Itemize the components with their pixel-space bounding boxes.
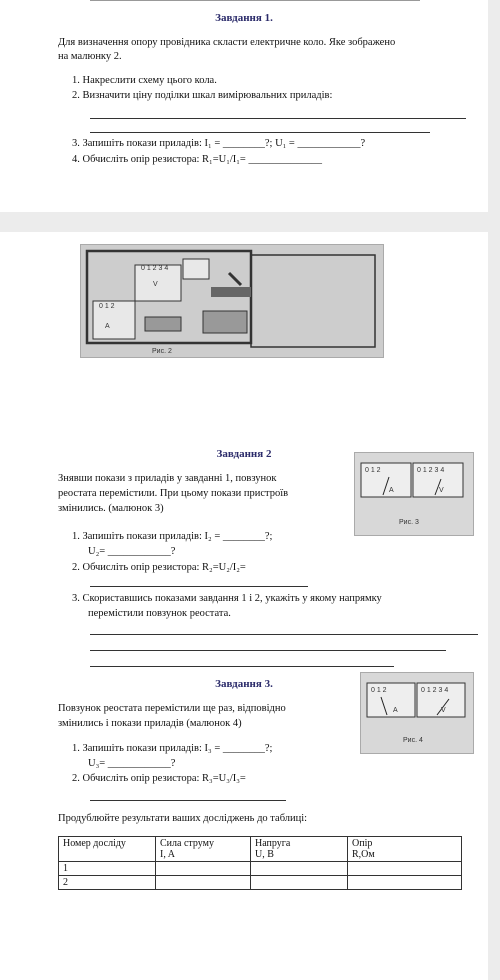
task3-intro-1: Повзунок реостата перемістили ще раз, відповідно (58, 703, 286, 714)
results-table (58, 836, 462, 890)
answer-line (90, 132, 430, 133)
table-cell[interactable] (251, 876, 348, 890)
header-cell: Номер досліду (59, 837, 156, 862)
task3-item-1a: 1. Запишіть покази приладів: I₃ = ________?; (72, 743, 273, 754)
table-cell[interactable] (348, 862, 462, 876)
task2-intro-3: змінились. (малюнок 3) (58, 503, 164, 514)
task1-intro-2: на малюнку 2. (58, 51, 122, 62)
answer-line (90, 634, 478, 635)
ammeter-letter: A (389, 487, 394, 494)
task2-item-1b: U₂= ____________? (88, 546, 176, 557)
ammeter-scale: 0 1 2 (371, 687, 387, 694)
task2-intro-1: Знявши покази з приладів у завданні 1, повзунок (58, 473, 277, 484)
ammeter-letter: A (393, 707, 398, 714)
voltmeter-letter: V (153, 281, 158, 288)
task3-item-2: 2. Обчисліть опір резистора: R₃=U₃/I₃= (72, 773, 246, 784)
voltmeter-scale: 0 1 2 3 4 (141, 265, 169, 272)
ammeter-scale: 0 1 2 (365, 467, 381, 474)
table-row (59, 862, 462, 876)
answer-line (90, 118, 466, 119)
table-header-row (59, 837, 462, 862)
task1-item-2: 2. Визначити ціну поділки шкал вимірювальних приладів: (72, 90, 333, 101)
header-cell: Сила струму I, A (156, 837, 251, 862)
answer-line (90, 650, 446, 651)
answer-line (90, 666, 394, 667)
top-rule (90, 0, 420, 1)
figure-2-caption: Рис. 2 (152, 348, 172, 355)
table-cell: 1 (59, 862, 156, 876)
figure-2-photo (80, 244, 384, 358)
ammeter-scale: 0 1 2 (99, 303, 115, 310)
voltmeter-letter: V (441, 707, 446, 714)
task1-intro-1: Для визначення опору провідника скласти електричне коло. Яке зображено (58, 37, 396, 48)
table-cell: 2 (59, 876, 156, 890)
task3-title: Завдання 3. (215, 678, 273, 690)
table-cell[interactable] (251, 862, 348, 876)
figure-3-caption: Рис. 3 (399, 519, 419, 526)
task2-intro-2: реостата перемістили. При цьому покази пристроїв (58, 488, 289, 499)
task1-item-4: 4. Обчисліть опір резистора: R₁=U₁/I₁= ______________ (72, 154, 322, 165)
task1-item-3: 3. Запишіть покази приладів: I₁ = ________?; U₁ = ____________? (72, 138, 366, 149)
task2-item-2: 2. Обчисліть опір резистора: R₂=U₂/I₂= (72, 562, 246, 573)
figure-4-photo (360, 672, 474, 754)
table-intro: Продублюйте результати ваших досліджень до таблиці: (58, 813, 308, 824)
task3-intro-2: змінились і покази приладів (малюнок 4) (58, 718, 242, 729)
page-1 (0, 0, 488, 212)
table-row (59, 876, 462, 890)
scrollbar-track[interactable] (488, 0, 500, 980)
ammeter-letter: A (105, 323, 110, 330)
table-cell[interactable] (348, 876, 462, 890)
voltmeter-scale: 0 1 2 3 4 (421, 687, 449, 694)
voltmeter-scale: 0 1 2 3 4 (417, 467, 445, 474)
answer-line (90, 800, 286, 801)
page-separator (0, 212, 500, 232)
task1-item-1: 1. Накреслити схему цього кола. (72, 75, 217, 86)
figure-3-photo (354, 452, 474, 536)
task3-item-1b: U₃= ____________? (88, 758, 176, 769)
task2-item-3a: 3. Скориставшись показами завдання 1 і 2, укажіть у якому напрямку (72, 593, 382, 604)
header-cell: Опір R,Ом (348, 837, 462, 862)
task2-item-1a: 1. Запишіть покази приладів: I₂ = ________?; (72, 531, 273, 542)
answer-line (90, 586, 308, 587)
task1-title: Завдання 1. (215, 12, 273, 24)
task2-item-3b: перемістили повзунок реостата. (88, 608, 231, 619)
header-cell: Напруга U, В (251, 837, 348, 862)
task2-title: Завдання 2 (216, 448, 272, 460)
voltmeter-letter: V (439, 487, 444, 494)
table-cell[interactable] (156, 862, 251, 876)
figure-4-caption: Рис. 4 (403, 737, 423, 744)
table-cell[interactable] (156, 876, 251, 890)
circuit-drawing (81, 245, 383, 357)
